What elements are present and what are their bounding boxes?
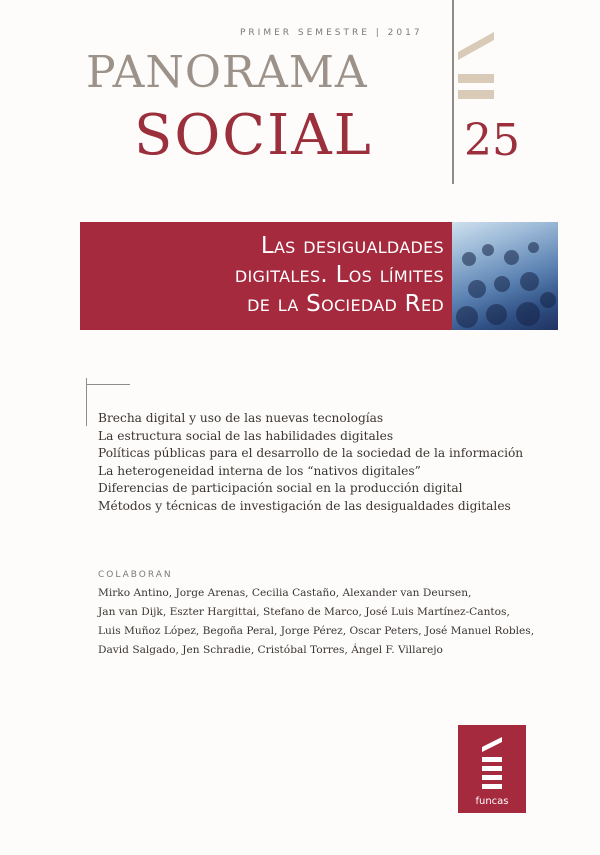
publisher-badge	[458, 725, 526, 813]
topic-item: Métodos y técnicas de investigación de las desigualdades digitales	[98, 498, 511, 513]
issue-theme-line: Las desigualdades	[260, 233, 444, 259]
crowd-photo	[452, 222, 558, 330]
collaborators-list	[98, 584, 534, 660]
issue-theme-line: de la Sociedad Red	[247, 291, 444, 317]
collaborators-heading: COLABORAN	[98, 570, 173, 580]
semester-label: PRIMER SEMESTRE | 2017	[240, 28, 423, 38]
topic-item: Diferencias de participación social en la producción digital	[98, 481, 463, 496]
accent-logo-icon	[456, 18, 496, 118]
topic-item: Brecha digital y uso de las nuevas tecnologías	[98, 411, 384, 425]
issue-number: 25	[464, 115, 520, 166]
collaborators-line: Mirko Antino, Jorge Arenas, Cecilia Castaño, Alexander van Deursen,	[98, 587, 472, 599]
publisher-name: funcas	[475, 796, 509, 807]
collaborators-line: David Salgado, Jen Schradie, Cristóbal Torres, Ángel F. Villarejo	[98, 644, 443, 656]
topics-list	[98, 410, 523, 516]
funcas-logo-icon	[458, 725, 526, 795]
collaborators-line: Jan van Dijk, Eszter Hargittai, Stefano de Marco, José Luis Martínez-Cantos,	[98, 606, 510, 618]
issue-theme-title	[104, 232, 444, 319]
topics-rule-horizontal	[86, 384, 130, 385]
topic-item: Políticas públicas para el desarrollo de la sociedad de la información	[98, 446, 524, 461]
issue-theme-line: digitales. Los límites	[234, 262, 444, 288]
header-divider	[452, 0, 454, 184]
issue-theme-banner	[80, 222, 452, 330]
magazine-title-line2: SOCIAL	[134, 103, 373, 168]
topics-rule-vertical	[86, 378, 87, 426]
topic-item: La heterogeneidad interna de los “nativos digitales”	[98, 463, 421, 478]
magazine-title-line1: PANORAMA	[86, 47, 368, 98]
collaborators-line: Luis Muñoz López, Begoña Peral, Jorge Pérez, Oscar Peters, José Manuel Robles,	[98, 625, 535, 637]
topic-item: La estructura social de las habilidades digitales	[98, 428, 394, 443]
